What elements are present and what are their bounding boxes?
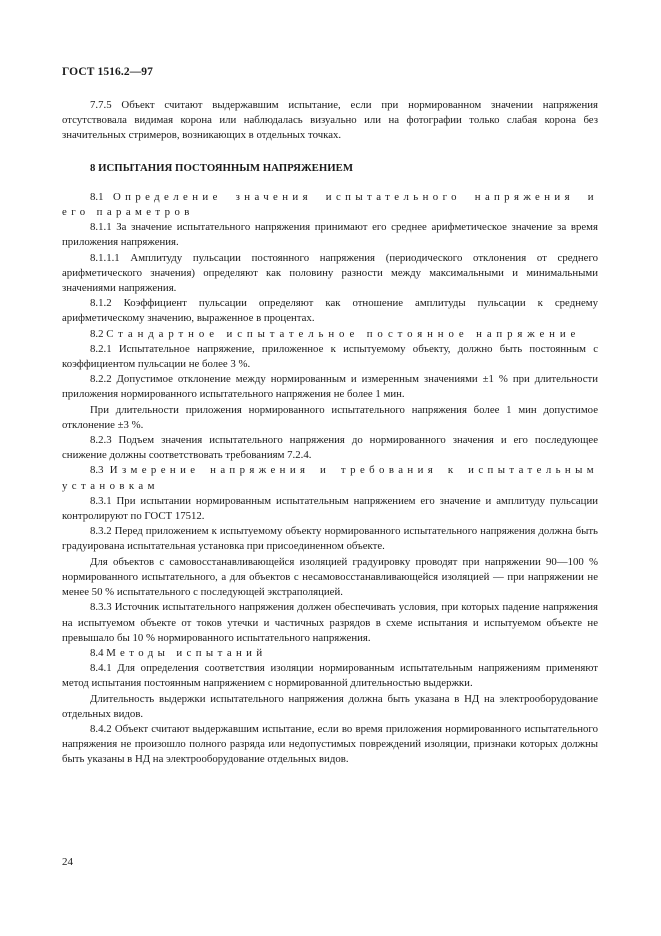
paragraph-8-1-1-1: 8.1.1.1 Амплитуду пульсации постоянного напряжения (периодического отклонения от среднего арифметического значения) определяют как половину разности между максимальными и минимальными значениями напряжения. xyxy=(62,251,598,295)
subsection-8-3-heading xyxy=(62,463,598,493)
paragraph-8-3-1: 8.3.1 При испытании нормированным испытательным напряжением его значение и амплитуду пульсации контролируют по ГОСТ 17512. xyxy=(62,494,598,523)
paragraph-8-1-2: 8.1.2 Коэффициент пульсации определяют как отношение амплитуды пульсации к среднему арифметическому значению, выраженное в процентах. xyxy=(62,297,598,325)
subsection-8-1-heading xyxy=(62,190,598,220)
paragraph-8-3-2: 8.3.2 Перед приложением к испытуемому объекту нормированного испытательного напряжения должна быть градуирована испытательная установка при присоединенном объекте. xyxy=(62,525,598,553)
subsection-title: Методы испытаний xyxy=(106,646,267,659)
document-body xyxy=(62,98,598,768)
subsection-number: 8.2 xyxy=(90,327,107,340)
paragraph-8-3-2-continued: Для объектов с самовосстанавливающейся изоляцией градуировку проводят при напряжении 90—100 % нормированного испытательного, а для объектов с несамовосстанавливающейся изоляцией — при напряжении не менее 50 % испытательного с последующей экстраполяцией. xyxy=(62,555,598,599)
paragraph-8-4-2: 8.4.2 Объект считают выдержавшим испытание, если во время приложения нормированного испытательного напряжения не произошло полного разряда или недопустимых повреждений изоляции, признаки которых должны быть указаны в НД на электрооборудование отдельных видов. xyxy=(62,722,598,766)
subsection-title: Стандартное испытательное постоянное напряжение xyxy=(106,327,581,340)
page-number: 24 xyxy=(62,856,73,868)
subsection-8-4-heading xyxy=(62,646,598,661)
paragraph-8-3-3: 8.3.3 Источник испытательного напряжения должен обеспечивать условия, при которых падение напряжения на испытуемом объекте от токов утечки и частичных разрядов в схеме испытания и испытуемом объекте не превышало бы 10 % нормированного испытательного напряжения. xyxy=(62,601,598,644)
subsection-8-2-heading xyxy=(62,327,598,342)
paragraph-8-1-1: 8.1.1 За значение испытательного напряжения принимают его среднее арифметическое значение за время приложения напряжения. xyxy=(62,221,598,249)
subsection-number: 8.4 xyxy=(90,646,107,659)
paragraph-8-2-1: 8.2.1 Испытательное напряжение, приложенное к испытуемому объекту, должно быть постоянным с коэффициентом пульсации не более 3 %. xyxy=(62,342,598,371)
paragraph-8-4-1: 8.4.1 Для определения соответствия изоляции нормированным испытательным напряжениям применяют метод испытания постоянным напряжением с нормированной длительностью выдержки. xyxy=(62,662,598,690)
subsection-number: 8.3 xyxy=(90,464,110,477)
subsection-title: Определение значения испытательного напряжения и его параметров xyxy=(62,190,598,219)
paragraph-8-2-3: 8.2.3 Подъем значения испытательного напряжения до нормированного значения и его последующее снижение должны соответствовать требованиям 7.2.4. xyxy=(62,434,598,462)
document-header: ГОСТ 1516.2—97 xyxy=(62,66,153,78)
subsection-title: Измерение напряжения и требования к испытательным установкам xyxy=(62,464,599,492)
section-title: 8 ИСПЫТАНИЯ ПОСТОЯННЫМ НАПРЯЖЕНИЕМ xyxy=(90,161,354,174)
subsection-number: 8.1 xyxy=(90,190,113,203)
paragraph-8-4-1-continued: Длительность выдержки испытательного напряжения должна быть указана в НД на электрооборудование отдельных видов. xyxy=(62,692,598,720)
paragraph-8-2-2: 8.2.2 Допустимое отклонение между нормированным и измеренным значениями ±1 % при длительности приложения нормированного испытательного напряжения не более 1 мин. xyxy=(62,373,598,401)
paragraph-8-2-2-continued: При длительности приложения нормированного испытательного напряжения более 1 мин допустимое отклонение ±3 %. xyxy=(62,403,598,431)
paragraph-7-7-5: 7.7.5 Объект считают выдержавшим испытание, если при нормированном значении напряжения отсутствовала видимая корона или наблюдалась визуально или на фотографии только слабая корона без значительных стримеров, возникающих в отдельных точках. xyxy=(62,99,598,142)
